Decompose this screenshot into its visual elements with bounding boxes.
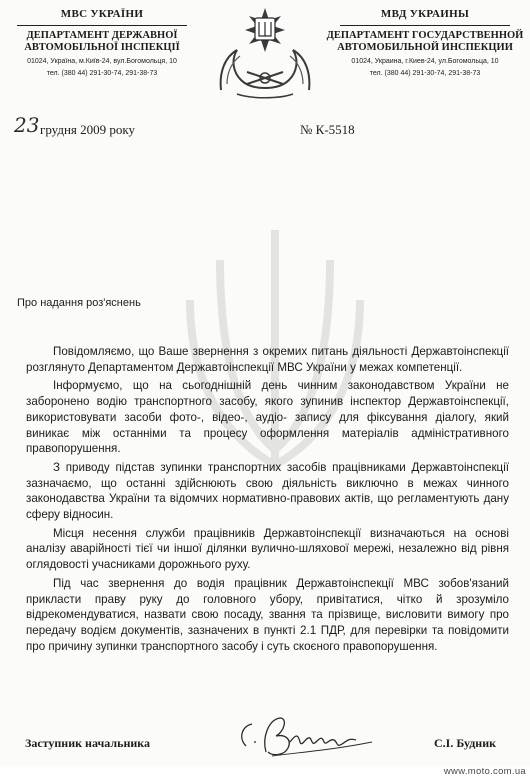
body-paragraph-1: Повідомляємо, що Ваше звернення з окремих питань діяльності Державтоінспекції розглянуто Департаментом Державтоінспекції МВС України у межах компетенції.	[26, 345, 509, 374]
body-paragraph-3: З приводу підстав зупинки транспортних засобів працівниками Державтоінспекції зазначаємо, що останні здійснюють свою діяльність виключно в межах чинного законодавства України та відомчих нормативно-правових актів, що регламентують дану сферу відносин.	[26, 460, 509, 522]
body-paragraph-5: Під час звернення до водія працівник Державтоінспекції МВС зобов'язаний прикласти праву руку до головного убору, привітатися, чітко й зрозуміло відрекомендуватися, назвати свою посаду, звання та прізвище, висловити вимогу про передачу водієм документів, зазначених в пункті 2.1 ПДР, для перевірки та повідомити про причину зупинки транспортного засобу і суть скоєного правопорушення.	[26, 576, 509, 653]
body-paragraph-4: Місця несення служби працівників Державтоінспекції визначаються на основі аналізу аварійності тієї чи іншої ділянки вулично-шляхової мережі, незалежно від рівня оглядовості учасниками дорожнього руху.	[26, 526, 509, 572]
handwritten-signature	[232, 712, 382, 762]
ministry-title-ru: МВД УКРАИНЫ	[380, 8, 470, 20]
address-line2-ru: тел. (380 44) 291-30-74, 291-38-73	[369, 70, 481, 77]
letter-date: грудня 2009 року	[40, 122, 136, 137]
signatory-role: Заступник начальника	[25, 736, 150, 750]
header-left-ukrainian	[2, 6, 202, 78]
address-line1-ua: 01024, Україна, м.Київ-24, вул.Богомольця, 10	[27, 58, 177, 65]
address-line1-ru: 01024, Украина, г.Киев-24, ул.Богомольца, 10	[351, 58, 499, 65]
header-right-russian	[325, 6, 525, 78]
site-url: www.moto.com.ua	[443, 766, 526, 777]
department-line2-ru: АВТОМОБИЛЬНОЙ ИНСПЕКЦИИ	[337, 42, 513, 53]
letter-number: № К-5518	[300, 122, 355, 137]
department-line1-ru: ДЕПАРТАМЕНТ ГОСУДАРСТВЕННОЙ	[326, 30, 524, 41]
department-line1-ua: ДЕПАРТАМЕНТ ДЕРЖАВНОЇ	[26, 30, 178, 41]
signatory-name: С.І. Будник	[434, 736, 497, 750]
header-rule-right	[340, 25, 510, 26]
letter-subject: Про надання роз'яснень	[17, 297, 141, 309]
body-paragraph-2: Інформуємо, що на сьогоднішній день чинним законодавством України не заборонено водію транспортного засобу, якого зупинив інспектор Державтоінспекції, використовувати засоби фото-, відео-, аудіо- запису для фіксування діалогу, який виникає між останніми та процесу оформлення матеріалів адміністративного правопорушення.	[26, 379, 509, 456]
handwritten-day: 23	[14, 113, 40, 137]
ministry-title-ua: МВС УКРАЇНИ	[60, 8, 144, 20]
site-watermark-strip	[0, 766, 530, 778]
date-and-number-row	[14, 113, 514, 141]
address-line2-ua: тел. (380 44) 291-30-74, 291-38-73	[46, 70, 158, 77]
header-rule-left	[17, 25, 187, 26]
letter-body	[26, 344, 509, 657]
department-line2-ua: АВТОМОБІЛЬНОЇ ІНСПЕКЦІЇ	[24, 42, 180, 53]
trident-emblem-icon	[207, 2, 323, 102]
